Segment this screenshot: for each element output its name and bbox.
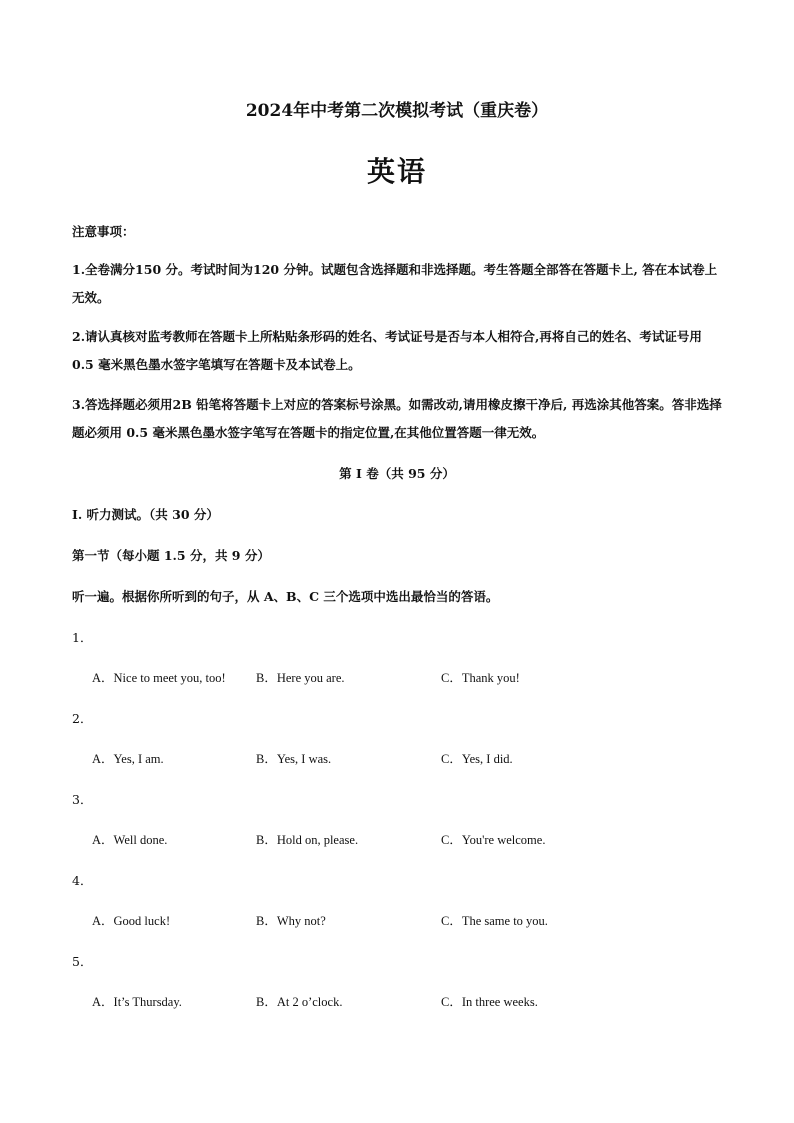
option-b: B．At 2 o’clock.	[256, 995, 343, 1009]
option-b: B．Why not?	[256, 914, 326, 928]
option-a: A．Nice to meet you, too!	[92, 671, 226, 685]
question-number: 2．	[72, 711, 93, 726]
notice-item-1: 1.全卷满分150 分。考试时间为120 分钟。试题包含选择题和非选择题。考生答题全部答在答题卡上, 答在本试卷上无效。	[72, 262, 718, 305]
option-c: C．Yes, I did.	[441, 752, 513, 766]
option-c: C．The same to you.	[441, 914, 548, 928]
option-b: B．Hold on, please.	[256, 833, 359, 847]
subject-title: 英语	[366, 155, 427, 188]
question-number: 3．	[72, 792, 93, 807]
section-title: 第 I 卷（共 95 分）	[339, 466, 455, 481]
exam-title: 2024年中考第二次模拟考试（重庆卷）	[245, 101, 549, 121]
option-c: C．Thank you!	[441, 671, 520, 685]
option-c: C．You're welcome.	[441, 833, 546, 847]
notice-item-3: 3.答选择题必须用2B 铅笔将答题卡上对应的答案标号涂黑。如需改动,请用橡皮擦干净后, 再选涂其他答案。答非选择题必须用 0.5 毫米黑色墨水签字笔写在答题卡的指定位置,在其他位置答题一律无效。	[72, 397, 722, 440]
option-a: A．Good luck!	[92, 914, 171, 928]
option-a: A．Well done.	[92, 833, 168, 847]
notice-label: 注意事项：	[72, 224, 135, 239]
part-heading: Ⅰ. 听力测试。（共 30 分）	[72, 507, 219, 522]
question-number: 5．	[72, 954, 93, 969]
question-number: 4．	[72, 873, 93, 888]
option-c: C．In three weeks.	[441, 995, 538, 1009]
option-a: A．It’s Thursday.	[92, 995, 182, 1009]
listening-instruction: 听一遍。根据你所听到的句子，从 A、B、C 三个选项中选出最恰当的答语。	[72, 589, 499, 604]
option-b: B．Here you are.	[256, 671, 345, 685]
option-b: B．Yes, I was.	[256, 752, 332, 766]
option-a: A．Yes, I am.	[92, 752, 164, 766]
question-number: 1．	[72, 630, 93, 645]
notice-item-2: 2.请认真核对监考教师在答题卡上所粘贴条形码的姓名、考试证号是否与本人相符合,再将自己的姓名、考试证号用 0.5 毫米黑色墨水签字笔填写在答题卡及本试卷上。	[72, 329, 702, 372]
subsection-heading: 第一节（每小题 1.5 分，共 9 分）	[72, 548, 270, 563]
